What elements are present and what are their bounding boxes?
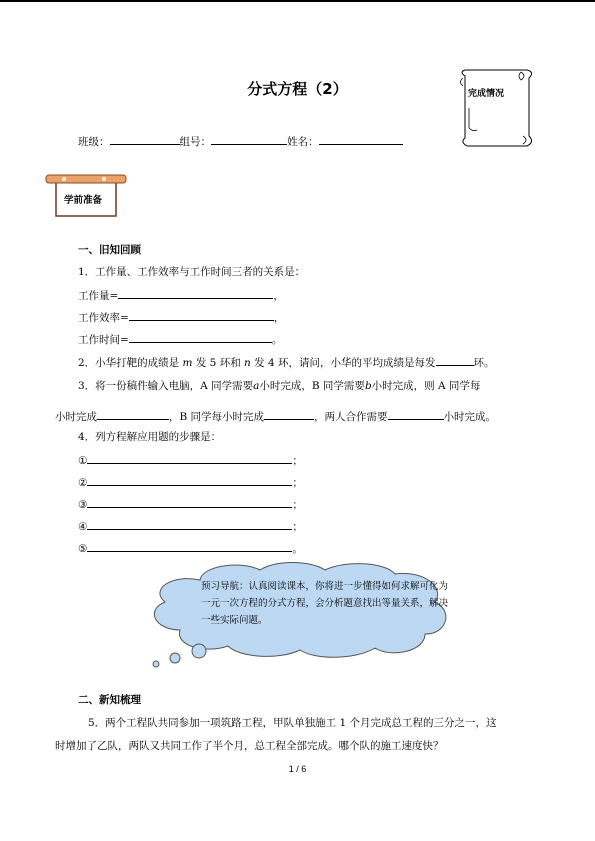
q1-efficiency-row [78, 309, 284, 325]
step-marker-2: ② [78, 477, 88, 489]
q1-comma-1: ， [273, 290, 284, 302]
step-sep-5: 。 [292, 543, 303, 555]
q2-text-d: 环。 [473, 357, 495, 369]
q3-var-b: b [364, 380, 372, 392]
q1-workload-label: 工作量= [78, 290, 119, 302]
number-label: 组号： [179, 136, 211, 148]
step-marker-4: ④ [78, 521, 88, 533]
step-row-1 [78, 452, 303, 468]
q1-efficiency-label: 工作效率= [78, 312, 129, 324]
class-field[interactable] [110, 133, 180, 145]
q3-blank-3[interactable] [388, 408, 444, 420]
section-banner-label: 学前准备 [64, 195, 103, 206]
step-row-5 [78, 540, 303, 556]
q2-text-c: 发 4 环，请问，小华的平均成绩是每发 [250, 357, 436, 369]
q1-workload-blank[interactable] [118, 287, 273, 299]
number-field[interactable] [211, 133, 287, 145]
step-row-2 [78, 474, 303, 490]
q1-time-blank[interactable] [129, 331, 272, 343]
step-row-4 [78, 518, 303, 534]
q3-text-g: 小时完成。 [443, 411, 497, 423]
q3-text-f: ，两人合作需要 [314, 411, 388, 423]
step-sep-4: ； [292, 521, 303, 533]
question-3-line-1 [78, 379, 480, 393]
question-5-line-2: 时增加了乙队，两队又共同工作了半个月，总工程全部完成。哪个队的施工速度快？ [55, 740, 444, 752]
q2-text-b: 发 5 环和 [192, 357, 245, 369]
preview-guide-text: 预习导航：认真阅读课本，你将进一步懂得如何求解可化为一元一次方程的分式方程，会分析题意找出等量关系，解决一些实际问题。 [201, 581, 449, 626]
question-4-text: 4．列方程解应用题的步骤是： [78, 431, 222, 443]
q3-text-e: ，B 同学每小时完成 [169, 411, 265, 423]
q3-text-c: 小时完成，则 A 同学每 [371, 380, 481, 392]
q3-text-d: 小时完成 [55, 411, 97, 423]
q2-var-m: m [182, 357, 193, 369]
q1-period: 。 [271, 334, 283, 346]
question-5-line-1: 5．两个工程队共同参加一项筑路工程，甲队单独施工 1 个月完成总工程的三分之一，这 [88, 717, 497, 729]
q3-var-a: a [253, 380, 260, 392]
step-blank-5[interactable] [87, 540, 292, 552]
q3-text-b: 小时完成，B 同学需要 [259, 380, 365, 392]
step-blank-2[interactable] [87, 474, 292, 486]
step-row-3 [78, 496, 303, 512]
step-marker-3: ③ [78, 499, 88, 511]
q2-text-a: 2．小华打靶的成绩是 [78, 357, 183, 369]
step-sep-1: ； [292, 455, 303, 467]
section-new-knowledge-heading: 二、新知梳理 [78, 694, 141, 706]
completion-status-label: 完成情况 [468, 89, 505, 99]
header-rule [0, 0, 595, 2]
question-1-text: 1．工作量、工作效率与工作时间三者的关系是： [78, 266, 306, 278]
q1-efficiency-blank[interactable] [129, 309, 274, 321]
question-2 [78, 354, 495, 370]
step-sep-3: ； [292, 499, 303, 511]
step-blank-3[interactable] [87, 496, 292, 508]
q1-comma-2: ， [273, 312, 285, 324]
q1-workload-row [78, 287, 284, 303]
page-number: 1 / 6 [288, 764, 307, 774]
q3-blank-2[interactable] [264, 408, 314, 420]
section-review-heading: 一、旧知回顾 [78, 244, 141, 256]
step-marker-5: ⑤ [78, 543, 88, 555]
q1-time-label: 工作时间= [78, 334, 129, 346]
question-3-line-2 [55, 408, 496, 424]
step-sep-2: ； [292, 477, 303, 489]
class-label: 班级： [78, 136, 110, 148]
q2-blank[interactable] [436, 354, 474, 366]
name-label: 姓名： [287, 136, 319, 148]
name-field[interactable] [319, 133, 403, 145]
q3-blank-1[interactable] [97, 408, 169, 420]
step-marker-1: ① [78, 455, 88, 467]
q3-text-a: 3．将一份稿件输入电脑，A 同学需要 [78, 380, 254, 392]
student-info-row [78, 133, 403, 149]
page-title: 分式方程（2） [247, 80, 348, 98]
step-blank-1[interactable] [87, 452, 292, 464]
step-blank-4[interactable] [87, 518, 292, 530]
q2-var-n: n [244, 357, 251, 369]
q1-time-row [78, 331, 282, 347]
